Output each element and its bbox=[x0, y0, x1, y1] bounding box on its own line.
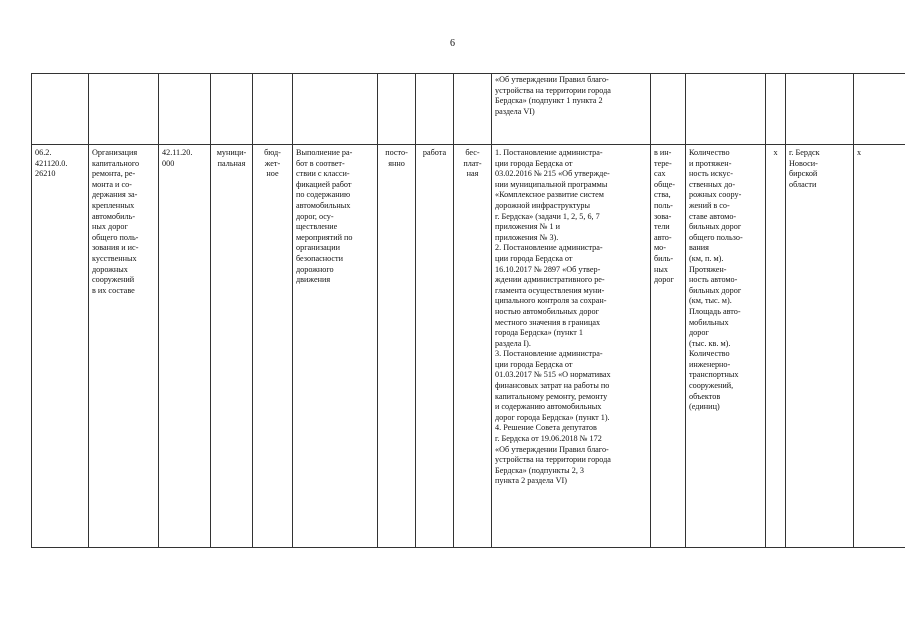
cell-consumers bbox=[651, 74, 686, 145]
cell-code bbox=[32, 74, 89, 145]
cell-marker: х bbox=[766, 145, 786, 548]
cell-code: 06.2. 421120.0. 26210 bbox=[32, 145, 89, 548]
registry-table bbox=[31, 73, 905, 548]
cell-name bbox=[89, 74, 159, 145]
cell-indicators: Количество и протяжен- ность искус- ственных до- рожных соору- жений в со- ставе автомо- бильных дорог общего пользо- вания (км, п. м). Протяжен- ность автомо- бильных дорог (км, тыс. м). Площадь авто- мобильных дорог (тыс. кв. м). Количество инженерно- транспортных сооружений, объектов (единиц) bbox=[686, 145, 766, 548]
cell-name: Организация капитального ремонта, ре- монта и со- держания за- крепленных автомобиль- ных дорог общего поль- зования и ис- кусственных дорожных сооружений в их составе bbox=[89, 145, 159, 548]
cell-kind: работа bbox=[416, 145, 454, 548]
cell-consumers: в ин- тере- сах обще- ства, поль- зова- тели авто- мо- биль- ных дорог bbox=[651, 145, 686, 548]
cell-okved bbox=[159, 74, 211, 145]
cell-marker: х bbox=[854, 145, 905, 548]
cell-payment bbox=[454, 74, 492, 145]
cell-content bbox=[293, 74, 378, 145]
cell-funding: бюд- жет- ное bbox=[253, 145, 293, 548]
cell-indicators bbox=[686, 74, 766, 145]
cell-location: г. Бердск Новоси- бирской области bbox=[786, 145, 854, 548]
cell-periodicity bbox=[378, 74, 416, 145]
cell-funding bbox=[253, 74, 293, 145]
cell-kind bbox=[416, 74, 454, 145]
cell-location bbox=[786, 74, 854, 145]
cell-content: Выполнение ра- бот в соответ- ствии с класси- фикацией работ по содержанию автомобильных дорог, осу- ществление мероприятий по организации безопасности дорожного движения bbox=[293, 145, 378, 548]
cell-marker bbox=[854, 74, 905, 145]
page-number: 6 bbox=[450, 38, 455, 49]
cell-okved: 42.11.20. 000 bbox=[159, 145, 211, 548]
cell-basis: 1. Постановление администра- ции города Бердска от 03.02.2016 № 215 «Об утвержде- нии муниципальной программы «Комплексное развитие систем дорожной инфраструктуры г. Бердска» (задачи 1, 2, 5, 6, 7 приложения № 1 и приложения № 3). 2. Постановление администра- ции города Бердска от 16.10.2017 № 2897 «Об утвер- ждении административного ре- гламента осуществления муни- ципального контроля за сохран- ностью автомобильных дорог местного значения в границах города Бердска» (пункт 1 раздела I). 3. Постановление администра- ции города Бердска от 01.03.2017 № 515 «О нормативах финансовых затрат на работы по капитальному ремонту, ремонту и содержанию автомобильных дорог города Бердска» (пункт 1). 4. Решение Совета депутатов г. Бердска от 19.06.2018 № 172 «Об утверждении Правил благо- устройства на территории города Бердска» (подпункты 2, 3 пункта 2 раздела VI) bbox=[492, 145, 651, 548]
cell-type bbox=[211, 74, 253, 145]
cell-basis: «Об утверждении Правил благо- устройства на территории города Бердска» (подпункт 1 пункта 2 раздела VI) bbox=[492, 74, 651, 145]
cell-type: муници- пальная bbox=[211, 145, 253, 548]
cell-payment: бес- плат- ная bbox=[454, 145, 492, 548]
cell-periodicity: посто- янно bbox=[378, 145, 416, 548]
cell-marker bbox=[766, 74, 786, 145]
table-row bbox=[32, 74, 905, 145]
table-row bbox=[32, 145, 905, 548]
